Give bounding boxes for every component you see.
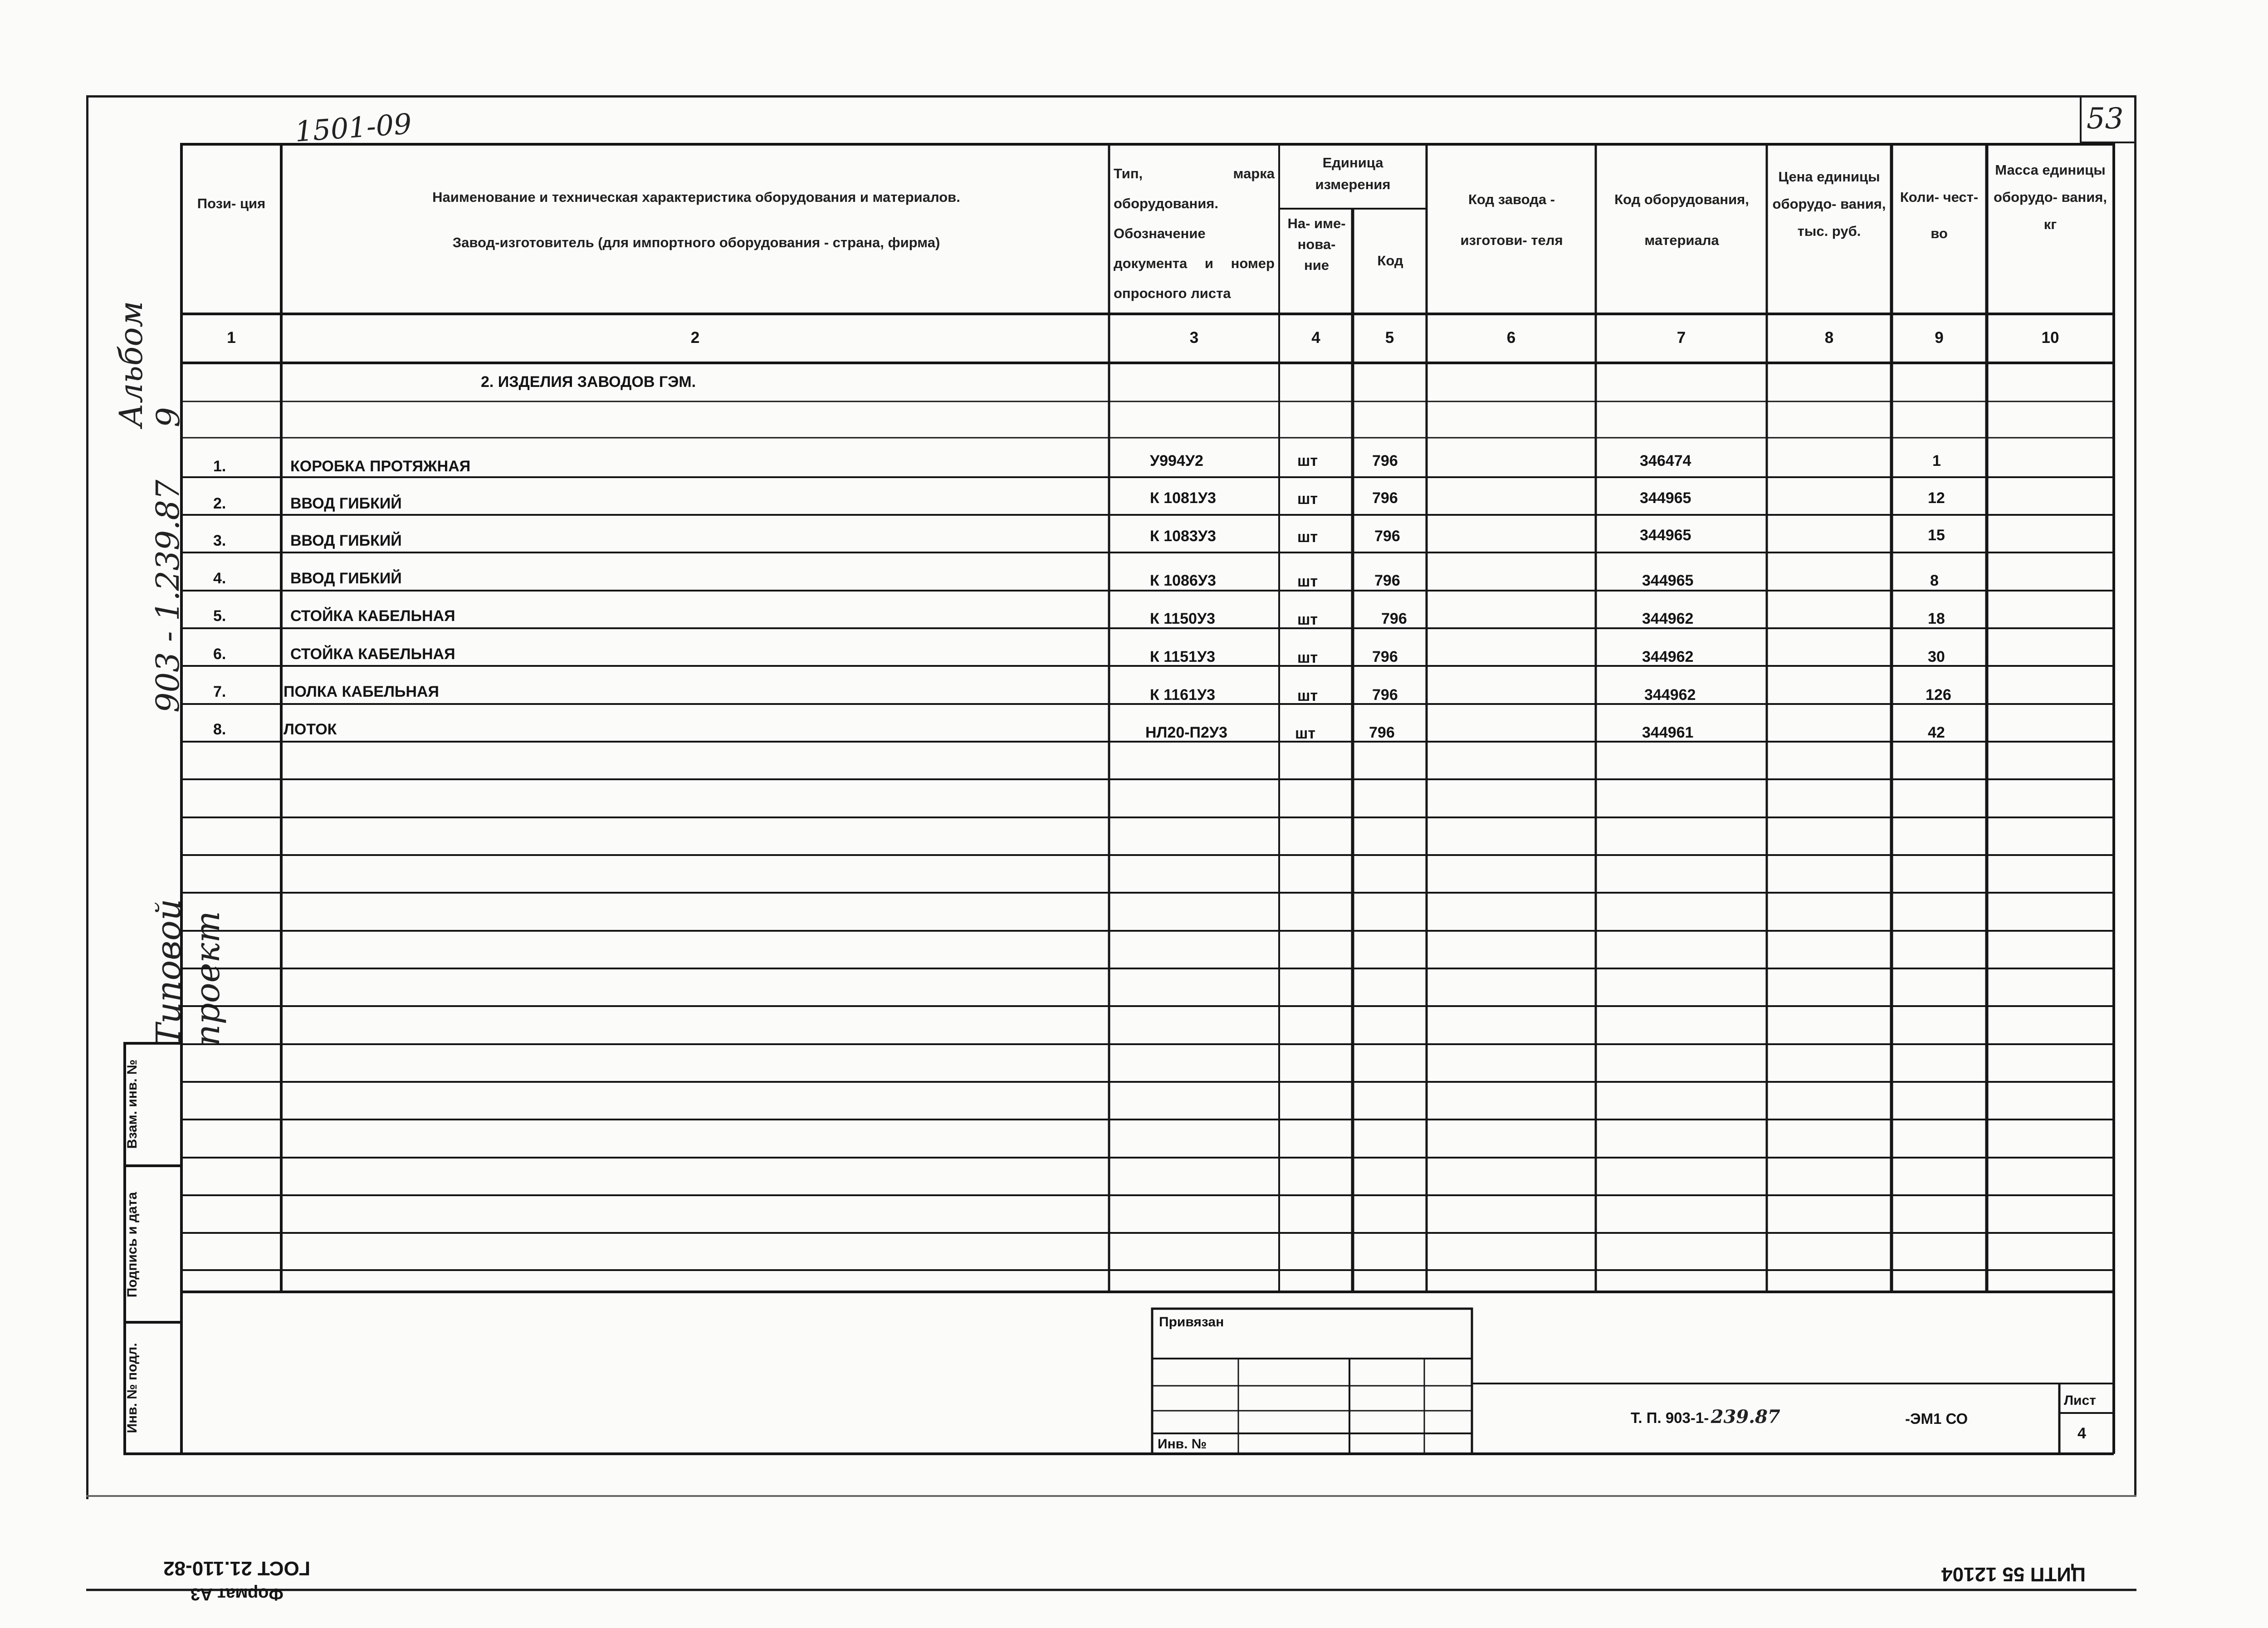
header-unit-name: На- име- нова- ние [1287,215,1346,273]
col-number-9: 9 [1935,329,1944,347]
row-material-code: 344965 [1640,527,1691,544]
project-title-note: Типовой проект [149,899,227,1046]
project-code-note: 903 - 1.239.87 [149,479,186,713]
stamp-vzam-inv: Взам. инв. № [125,1059,140,1149]
row-unit-code: 796 [1372,648,1398,665]
header-factory-code: Код завода - изготови- теля [1460,191,1563,248]
doc-code-handwritten: 239.87 [1711,1406,1780,1428]
row-type: К 1151У3 [1150,648,1216,665]
row-unit: шт [1297,649,1318,666]
footer-gost: ГОСТ 21.110-82 [163,1557,311,1579]
row-name: ВВОД ГИБКИЙ [290,570,402,587]
col-number-10: 10 [2041,329,2059,347]
row-unit: шт [1297,687,1318,704]
row-type: К 1161У3 [1150,686,1216,704]
col-number-2: 2 [690,329,700,347]
row-unit: шт [1297,611,1318,628]
col-number-8: 8 [1824,329,1834,347]
doc-code [1631,1406,1780,1428]
header-mass: Масса единицы оборудо- вания, кг [1994,162,2107,232]
row-unit: шт [1297,452,1318,469]
row-material-code: 344965 [1640,489,1691,507]
row-unit-code: 796 [1369,724,1395,741]
row-name: КОРОБКА ПРОТЯЖНАЯ [290,458,471,475]
row-unit-code: 796 [1374,572,1400,589]
row-material-code: 344962 [1642,610,1694,627]
row-unit-code: 796 [1372,452,1398,469]
row-unit: шт [1295,725,1315,742]
row-name: ПОЛКА КАБЕЛЬНАЯ [284,683,439,700]
album-note: Альбом 9 [112,301,187,427]
footer-format: Формат А3 [191,1584,284,1604]
row-quantity: 30 [1928,648,1945,665]
doc-code-printed: Т. П. 903-1- [1631,1409,1709,1426]
sheet-value: 4 [2077,1425,2086,1442]
row-material-code: 344961 [1642,724,1694,741]
row-type: НЛ20-П2У3 [1145,724,1227,741]
sheet-number: 53 [2087,102,2124,136]
col-number-1: 1 [227,329,236,347]
row-unit-code: 796 [1372,489,1398,507]
row-type: К 1086У3 [1150,572,1216,589]
row-type: К 1083У3 [1150,528,1216,545]
sheet-label: Лист [2064,1393,2096,1408]
row-position: 5. [213,607,226,625]
row-quantity: 126 [1926,686,1951,704]
row-material-code: 344962 [1642,648,1694,665]
row-type: К 1150У3 [1150,610,1216,627]
row-position: 1. [213,458,226,475]
footer-cnip: ЦИТП 55 12104 [1941,1563,2086,1585]
row-position: 7. [213,683,226,700]
doc-suffix: -ЭМ1 СО [1905,1410,1968,1427]
header-price: Цена единицы оборудо- вания, тыс. руб. [1772,169,1886,239]
row-unit: шт [1297,573,1318,590]
row-quantity: 15 [1928,527,1945,544]
header-name-line2: Завод-изготовитель (для импортного оборудования - страна, фирма) [452,235,940,250]
header-type: Тип, марка оборудования. Обозначение документа и номер опросного листа [1114,166,1275,301]
row-name: ЛОТОК [284,721,337,738]
row-material-code: 344965 [1642,572,1694,589]
row-material-code: 346474 [1640,452,1691,469]
row-quantity: 12 [1928,489,1945,507]
col-number-6: 6 [1506,329,1516,347]
section-title: 2. ИЗДЕЛИЯ ЗАВОДОВ ГЭМ. [481,373,696,391]
stamp-podpis-data: Подпись и дата [125,1192,140,1298]
header-unit-group: Единица измерения [1315,155,1391,192]
row-position: 4. [213,570,226,587]
row-type: К 1081У3 [1150,489,1216,507]
row-name: ВВОД ГИБКИЙ [290,532,402,549]
row-name: ВВОД ГИБКИЙ [290,495,402,512]
row-quantity: 42 [1928,724,1945,741]
row-position: 8. [213,721,226,738]
row-quantity: 1 [1932,452,1941,469]
col-number-5: 5 [1385,329,1394,347]
row-position: 6. [213,645,226,663]
header-name-line1: Наименование и техническая характеристика оборудования и материалов. [432,189,960,205]
header-material-code: Код оборудования, материала [1614,191,1749,248]
row-unit: шт [1297,490,1318,508]
row-type: У994У2 [1150,452,1203,469]
row-position: 3. [213,532,226,549]
privyazan-label: Привязан [1159,1315,1224,1330]
row-unit-code: 796 [1381,610,1407,627]
row-quantity: 8 [1930,572,1939,589]
header-position: Пози- ция [197,196,266,211]
row-unit-code: 796 [1372,686,1398,704]
col-number-3: 3 [1189,329,1199,347]
col-number-7: 7 [1677,329,1686,347]
row-position: 2. [213,495,226,512]
stamp-inv-podl: Инв. № подл. [125,1343,140,1433]
row-name: СТОЙКА КАБЕЛЬНАЯ [290,645,455,663]
row-quantity: 18 [1928,610,1945,627]
header-unit-code: Код [1377,253,1403,269]
row-unit-code: 796 [1374,528,1400,545]
header-quantity: Коли- чест- во [1900,189,1979,241]
doc-ref: 1501-09 [293,107,413,148]
row-name: СТОЙКА КАБЕЛЬНАЯ [290,607,455,625]
inv-no-label: Инв. № [1158,1437,1207,1452]
col-number-4: 4 [1311,329,1320,347]
row-material-code: 344962 [1644,686,1696,704]
row-unit: шт [1297,528,1318,546]
